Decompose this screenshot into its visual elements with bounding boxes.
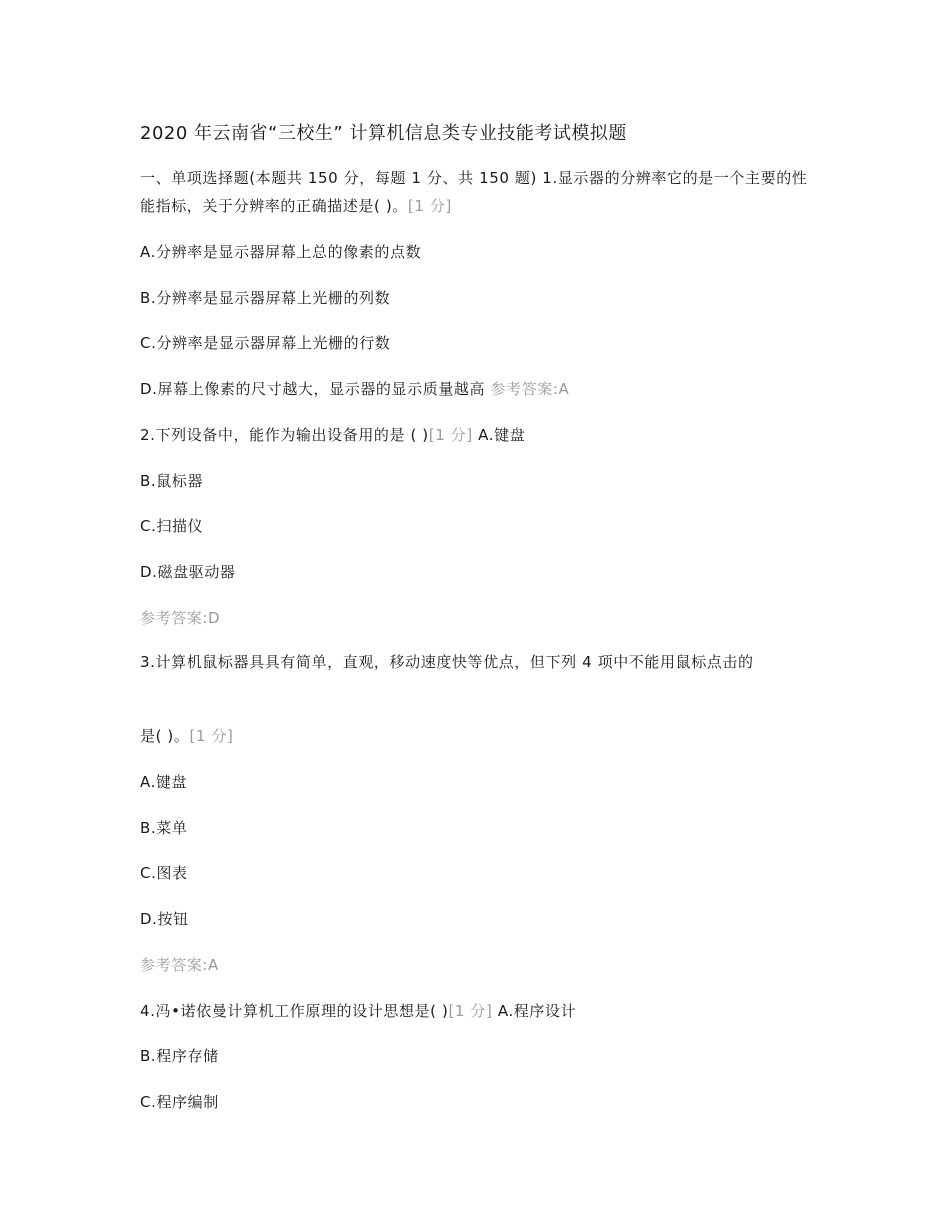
question-4-score: [1 分] [448, 1002, 493, 1020]
question-1-option-b: B.分辨率是显示器屏幕上光栅的列数 [140, 289, 391, 307]
question-3-option-d: D.按钮 [140, 910, 189, 928]
section-heading: 一、单项选择题(本题共 150 分，每题 1 分、共 150 题) [140, 169, 537, 187]
question-1-option-c: C.分辨率是显示器屏幕上光栅的行数 [140, 334, 391, 352]
question-3-stem: 3.计算机鼠标器具具有简单，直观，移动速度快等优点，但下列 4 项中不能用鼠标点击的 [140, 653, 754, 671]
question-3-option-a: A.键盘 [140, 773, 188, 791]
question-1-option-a: A.分辨率是显示器屏幕上总的像素的点数 [140, 243, 422, 261]
question-2-option-d: D.磁盘驱动器 [140, 563, 236, 581]
question-3-score: [1 分] [189, 727, 234, 745]
question-3-answer: 参考答案:A [140, 956, 219, 974]
question-2-stem: 2.下列设备中，能作为输出设备用的是 ( ) [140, 426, 429, 444]
question-1-block [140, 164, 820, 220]
question-4-option-a: A.程序设计 [497, 1002, 577, 1020]
question-2-answer: 参考答案:D [140, 609, 221, 627]
question-2-line [140, 424, 525, 445]
question-2-option-a: A.键盘 [478, 426, 526, 444]
question-2-option-b: B.鼠标器 [140, 472, 204, 490]
document-title: 2020 年云南省“三校生” 计算机信息类专业技能考试模拟题 [140, 123, 627, 144]
question-4-option-c: C.程序编制 [140, 1093, 219, 1111]
question-1-score: [1 分] [407, 197, 452, 215]
question-3-stem-end: 是( )。 [140, 727, 190, 745]
question-3-option-c: C.图表 [140, 864, 188, 882]
question-3-option-b: B.菜单 [140, 819, 188, 837]
question-4-line [140, 1000, 576, 1021]
question-1-stem: 1.显示器的分辨率它的是一个主要的性能指标，关于分辨率的正确描述是( )。 [140, 169, 808, 215]
question-4-stem: 4.冯•诺依曼计算机工作原理的设计思想是( ) [140, 1002, 449, 1020]
question-1-answer: 参考答案:A [490, 380, 570, 398]
question-3-stem-end-line [140, 725, 234, 746]
question-2-score: [1 分] [428, 426, 473, 444]
question-1-option-d-line [140, 378, 569, 399]
question-1-option-d: D.屏幕上像素的尺寸越大，显示器的显示质量越高 [140, 380, 486, 398]
question-2-option-c: C.扫描仪 [140, 517, 204, 535]
question-4-option-b: B.程序存储 [140, 1047, 219, 1065]
